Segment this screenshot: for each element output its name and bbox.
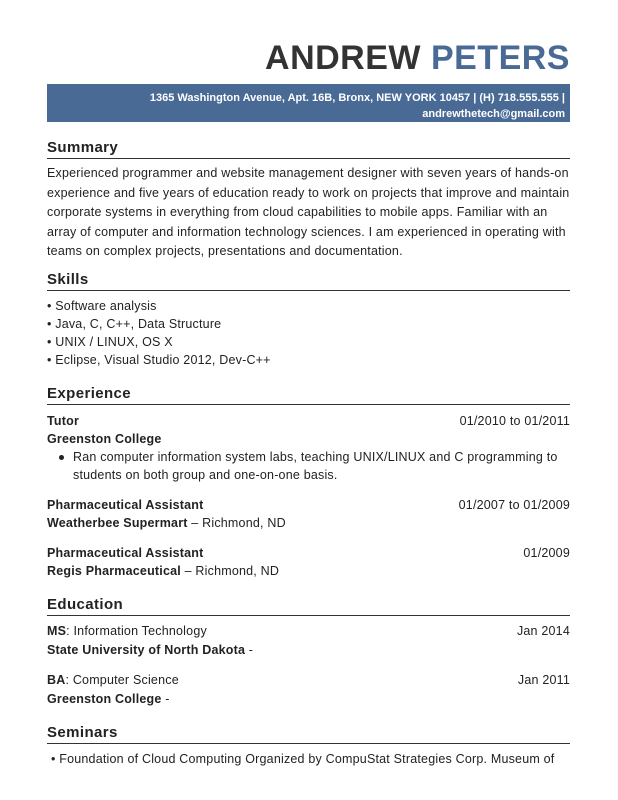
degree-type: BA — [47, 673, 66, 687]
degree-date: Jan 2011 — [517, 673, 570, 687]
job-bullet-text: Ran computer information system labs, teaching UNIX/LINUX and C programming to students on both group and one-on-one basis. — [73, 450, 558, 482]
school-suffix: - — [245, 643, 254, 657]
seminar-item: • Foundation of Cloud Computing Organized by CompuStat Strategies Corp. Museum of — [51, 752, 555, 766]
job-role: Tutor — [47, 414, 80, 428]
school-name: Greenston College — [47, 692, 162, 706]
school-row — [47, 641, 570, 659]
contact-email: andrewthetech@gmail.com — [422, 108, 565, 120]
seminars-heading: Seminars — [47, 724, 570, 744]
bullet-dot-icon — [59, 455, 64, 460]
job-location: – Richmond, ND — [187, 516, 286, 530]
degree-field: : Computer Science — [65, 673, 179, 687]
job-employer: Greenston College — [47, 432, 162, 446]
job-role: Pharmaceutical Assistant — [47, 498, 204, 512]
degree-row — [47, 671, 570, 689]
last-name: PETERS — [430, 39, 570, 77]
job-title-row — [47, 544, 570, 562]
skill-item: • Software analysis — [47, 299, 157, 313]
skill-item: • UNIX / LINUX, OS X — [47, 335, 173, 349]
job-dates: 01/2007 to 01/2009 — [458, 498, 570, 512]
skill-item: • Eclipse, Visual Studio 2012, Dev-C++ — [47, 353, 271, 367]
degree-row — [47, 622, 570, 640]
school-suffix: - — [161, 692, 170, 706]
education-heading: Education — [47, 596, 570, 616]
degree-type: MS — [47, 624, 67, 638]
job-employer-row — [47, 562, 570, 580]
experience-heading: Experience — [47, 385, 570, 405]
school-name: State University of North Dakota — [47, 643, 246, 657]
job-title-row — [47, 412, 570, 430]
contact-bar — [47, 84, 570, 122]
degree-date: Jan 2014 — [516, 624, 570, 638]
job-employer-row — [47, 514, 570, 532]
summary-heading: Summary — [47, 139, 570, 159]
job-employer: Weatherbee Supermart — [47, 516, 188, 530]
first-name: ANDREW — [265, 39, 421, 77]
job-location: – Richmond, ND — [180, 564, 280, 578]
school-row — [47, 690, 570, 708]
skills-heading: Skills — [47, 271, 570, 291]
job-role: Pharmaceutical Assistant — [47, 546, 204, 560]
contact-address-phone: 1365 Washington Avenue, Apt. 16B, Bronx, NEW YORK 10457 | (H) 718.555.555 | — [149, 92, 565, 104]
job-bullet — [47, 448, 570, 484]
candidate-name — [265, 36, 570, 80]
skill-item: • Java, C, C++, Data Structure — [47, 317, 222, 331]
job-title-row — [47, 496, 570, 514]
degree-field: : Information Technology — [66, 624, 207, 638]
job-dates: 01/2009 — [523, 546, 570, 560]
job-dates: 01/2010 to 01/2011 — [459, 414, 570, 428]
job-employer: Regis Pharmaceutical — [47, 564, 181, 578]
job-employer-row — [47, 430, 570, 448]
summary-text: Experienced programmer and website management designer with seven years of hands-on experience and five years of education ready to work on projects that improve and maintain corporate systems in everything from cloud capabilities to mobile apps. Familiar with an array of computer and information technology sciences. I am experienced in operating with teams on complex projects, presentations and documentation. — [47, 166, 570, 258]
